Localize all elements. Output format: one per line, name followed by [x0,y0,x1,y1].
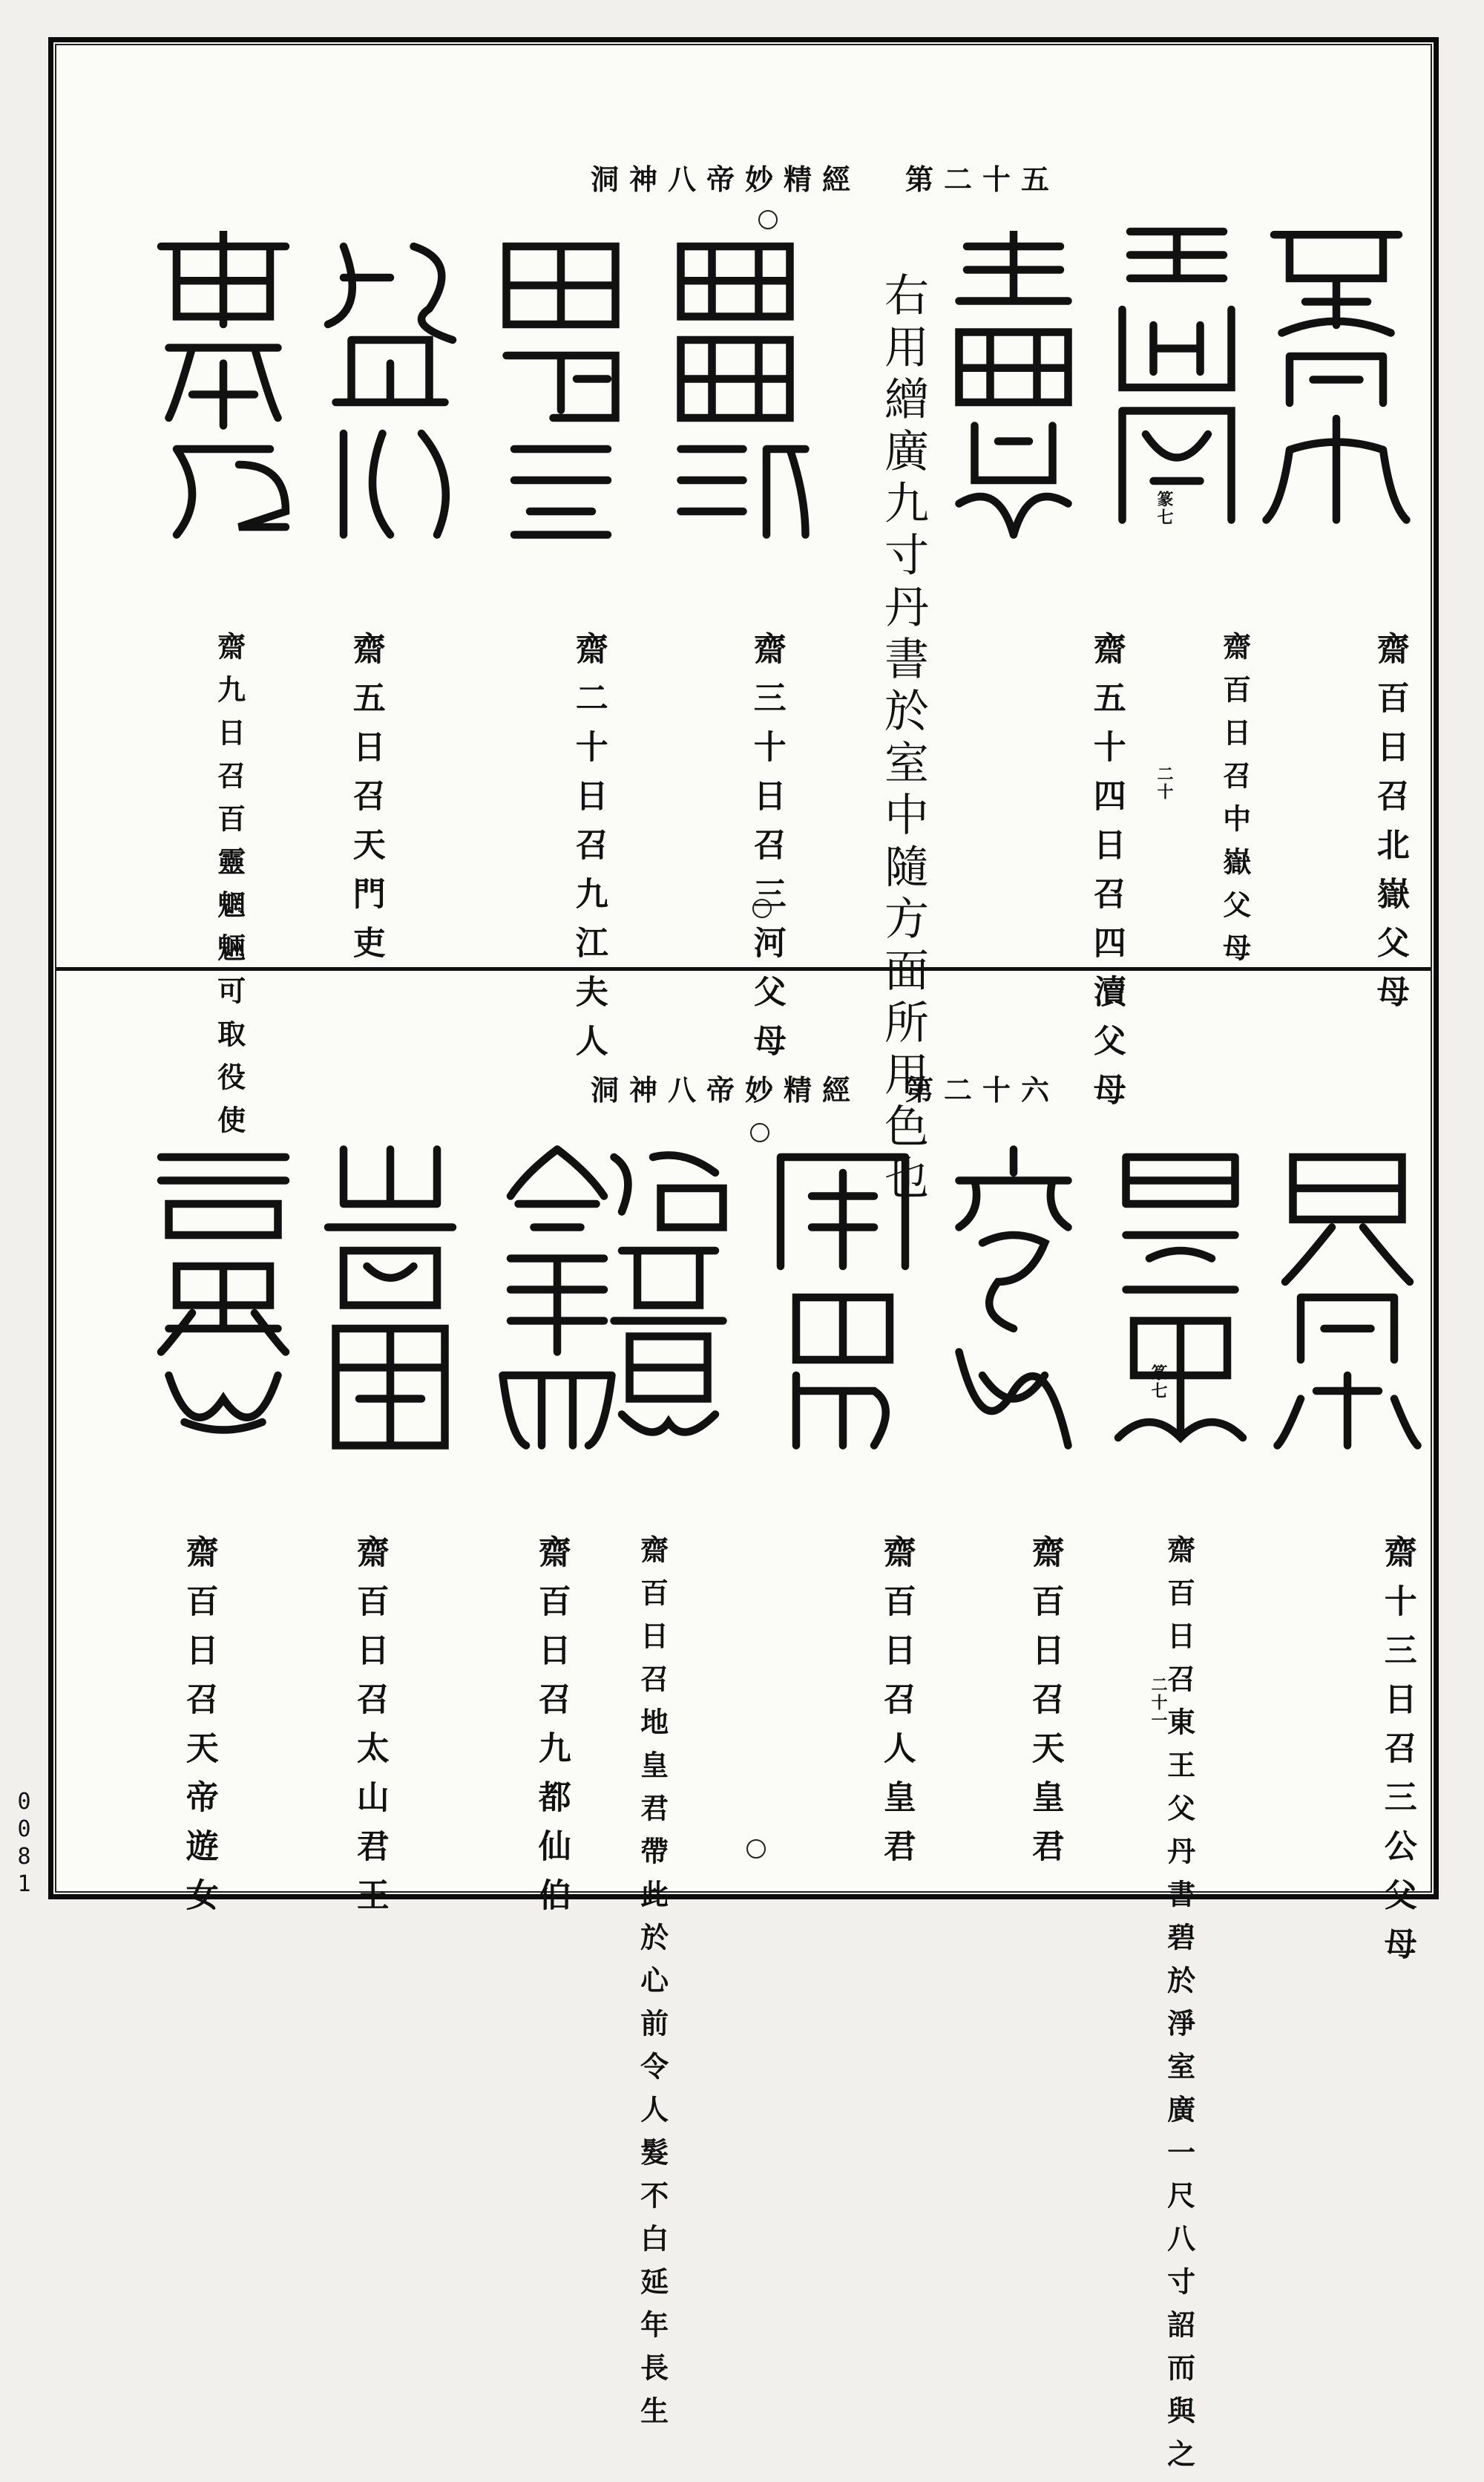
seal-script-glyph [936,231,1091,543]
seal-script-glyph [312,231,468,543]
margin-note: 二十一 [1149,1676,1168,1729]
circle-mark [758,210,778,229]
incantation-text: 齋百日召地皇君帶此於心前令人髮不白延年長生 [635,1535,669,2439]
bottom-panel [56,971,1431,2482]
page-frame [48,37,1439,2482]
incantation-text: 齋十三日召三公父母 [1378,1535,1416,1976]
incantation-text: 齋九日召百靈魍魎可取役使 [212,632,246,1148]
incantation-text: 齋百日召天皇君 [1025,1535,1064,1878]
seal-script-glyph [483,231,639,543]
bottom-header-page: 第二十六 [904,1073,1060,1107]
seal-script-glyph [765,1142,921,1453]
incantation-text: 齋百日召東王父丹書碧於淨室廣一尺八寸詔而與之 [1162,1535,1196,2482]
seal-script-glyph [145,231,301,543]
seal-script-glyph [1099,216,1255,528]
seal-script-glyph [936,1142,1091,1453]
margin-note: 篆七 [1155,491,1174,526]
seal-script-glyph [657,231,813,543]
margin-note: 二十 [1155,765,1174,801]
circle-mark [750,1123,769,1142]
top-header-title: 洞神八帝妙精經 [590,163,861,196]
seal-script-glyph [312,1142,468,1453]
circle-mark [746,1839,766,1859]
top-header-page: 第二十五 [904,163,1060,196]
incantation-text: 齋百日召天帝遊女 [180,1535,218,1927]
folio-number: 0081 [11,1789,37,1899]
incantation-text: 齋五十四日召四瀆父母 [1087,632,1126,1122]
incantation-text: 齋百日召北嶽父母 [1370,632,1409,1024]
seal-script-glyph [479,1142,635,1453]
incantation-text: 齋二十日召九江夫人 [569,632,608,1073]
inner-border [55,44,1432,2482]
incantation-text: 齋百日召九都仙伯 [532,1535,571,1927]
seal-script-glyph [1270,1142,1425,1453]
margin-note: 篆七 [1149,1364,1168,1400]
bottom-header [591,1067,1060,1108]
seal-script-glyph [1258,216,1414,528]
incantation-text: 齋三十日召三河父母 [747,632,786,1073]
incantation-text: 齋百日召中嶽父母 [1218,632,1252,976]
incantation-text: 齋百日召人皇君 [877,1535,916,1878]
bottom-header-title: 洞神八帝妙精經 [590,1073,861,1107]
seal-script-glyph [145,1142,301,1453]
note-text: 右用繒廣九寸丹書於室中隨方面所用色也 [877,272,929,1207]
top-header [591,157,1060,197]
seal-script-glyph [1103,1142,1258,1453]
incantation-text: 齋百日召太山君王 [350,1535,389,1927]
incantation-text: 齋五日召天門吏 [347,632,385,975]
